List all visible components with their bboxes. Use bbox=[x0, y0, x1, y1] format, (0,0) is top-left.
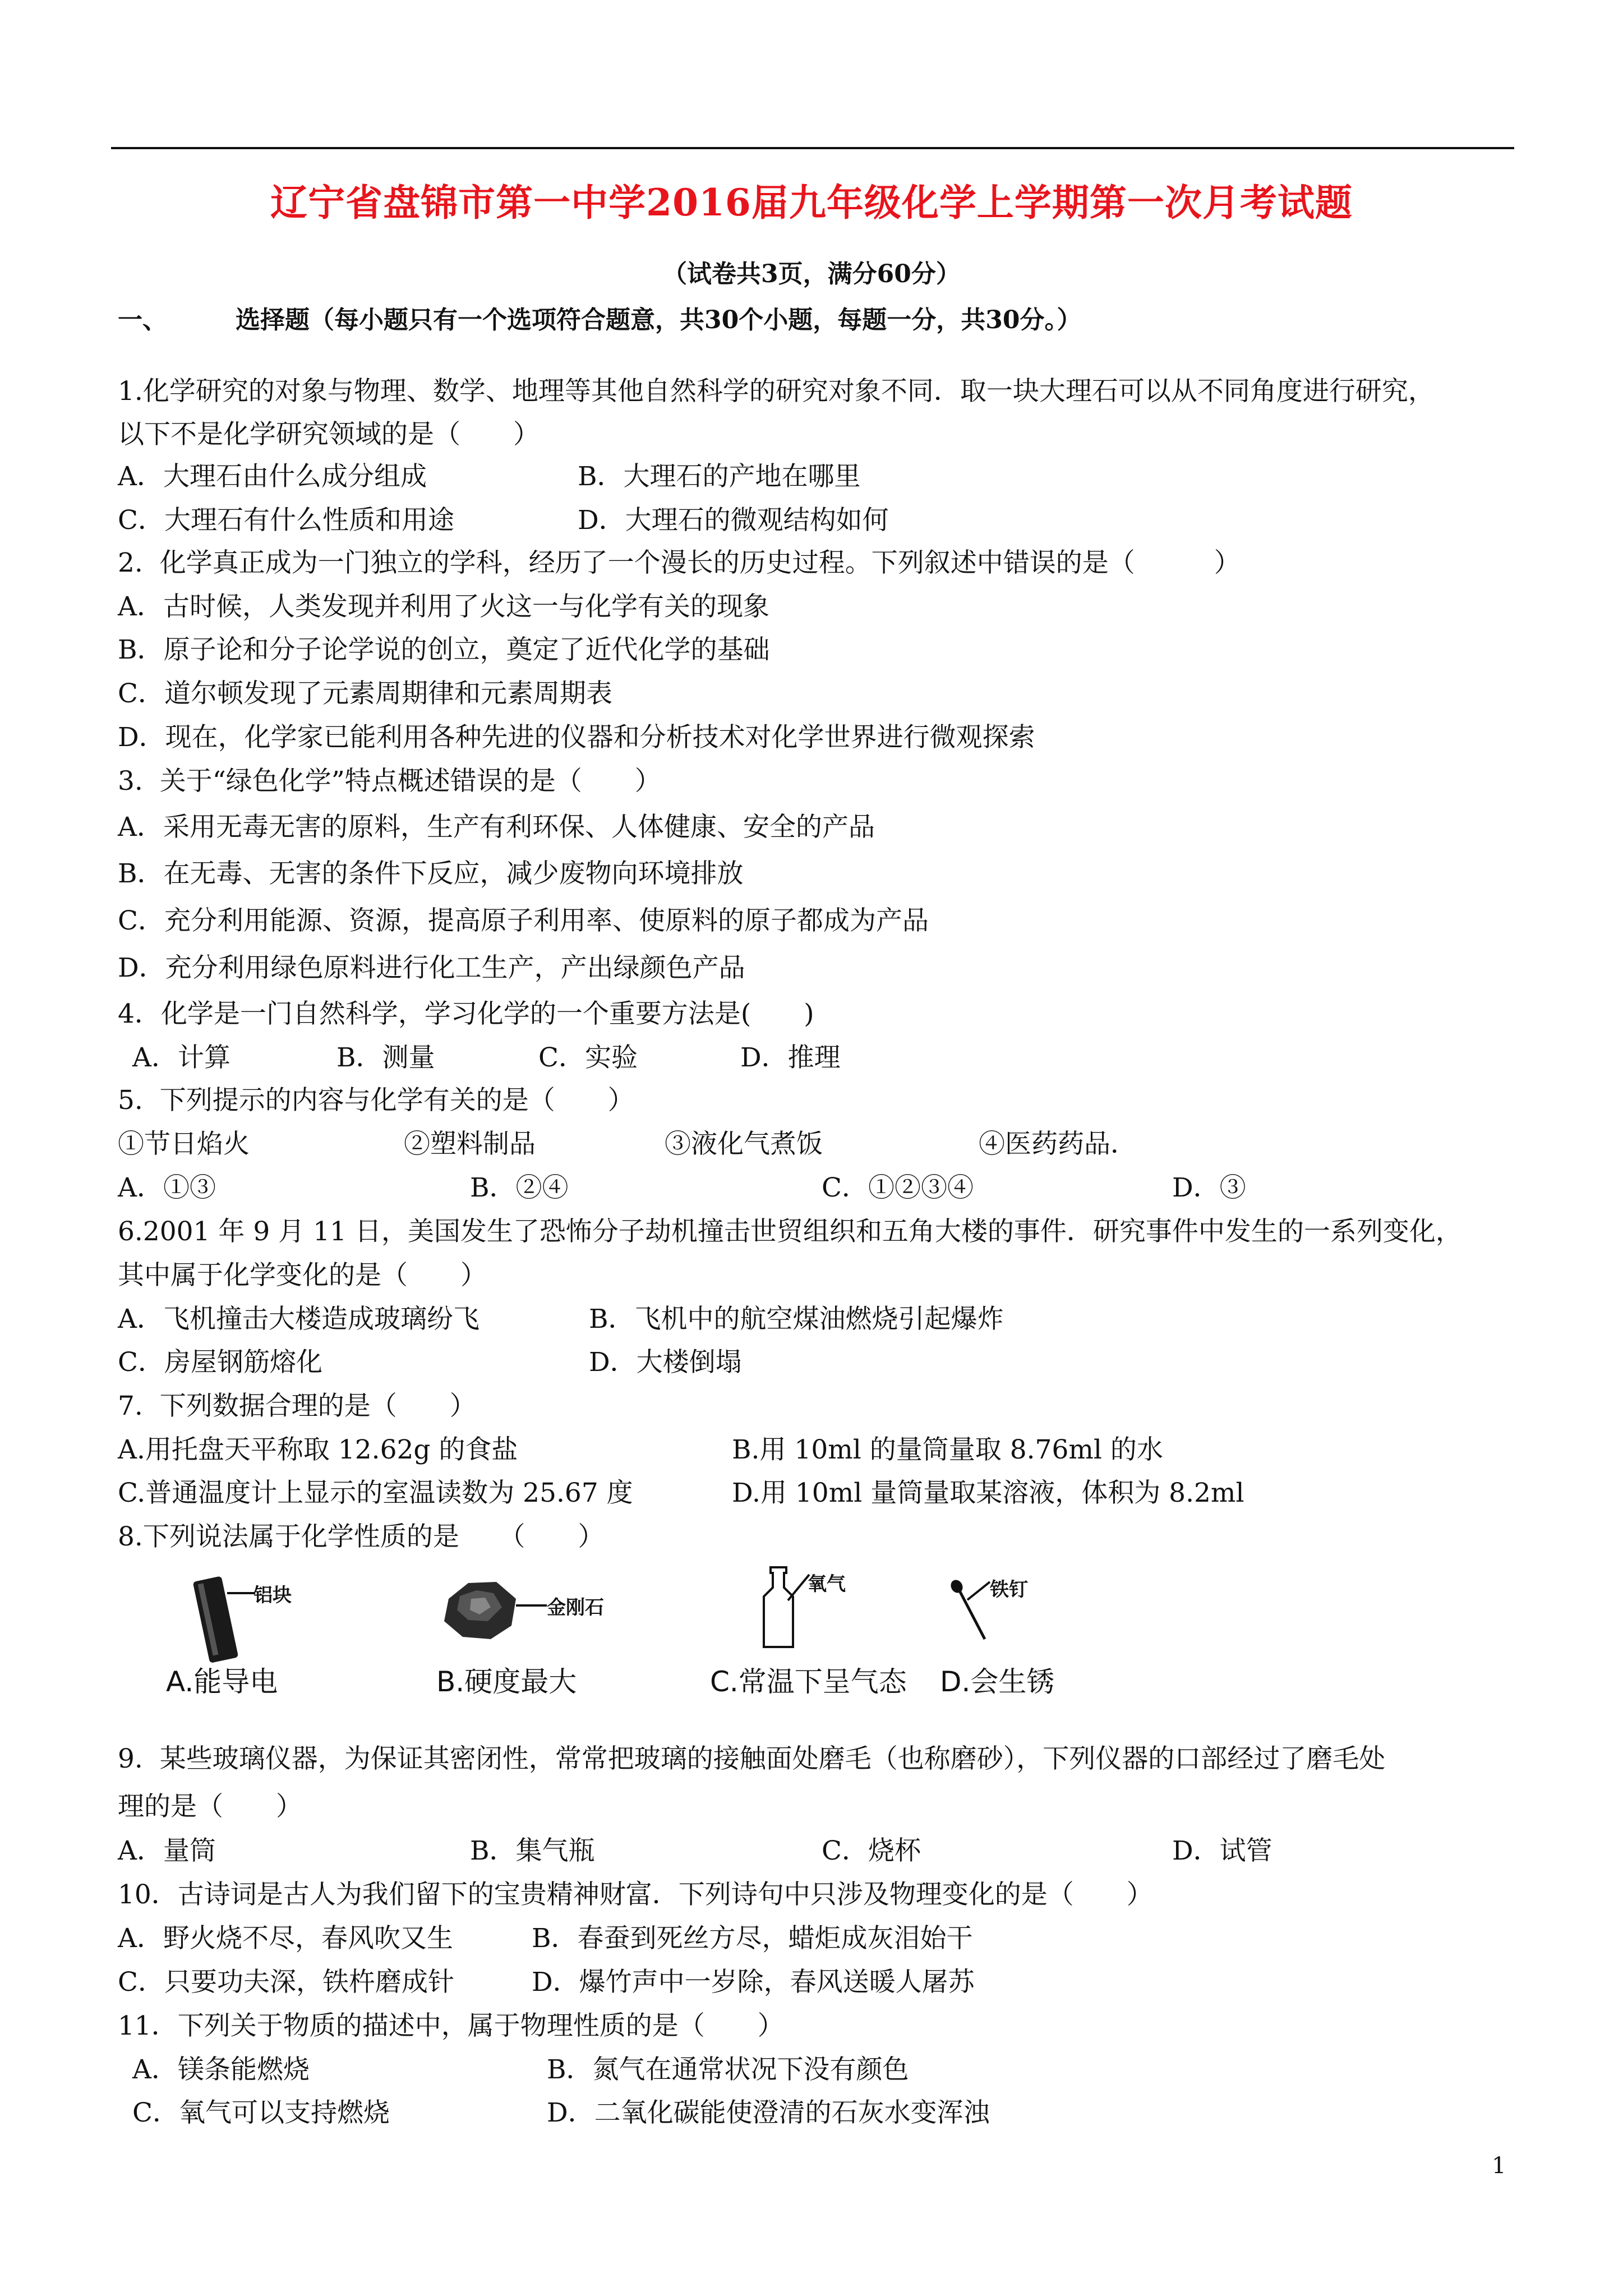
q6-stem-line2: 其中属于化学变化的是（ ） bbox=[118, 1260, 487, 1291]
section-heading bbox=[118, 300, 1081, 335]
q7-stem: 7. 下列数据合理的是（ ） bbox=[118, 1391, 476, 1421]
q10-option-d: D．爆竹声中一岁除，春风送暖人屠苏 bbox=[532, 1967, 975, 1998]
q7-option-b: B.用 10ml 的量筒量取 8.76ml 的水 bbox=[732, 1434, 1163, 1465]
q4-option-d: D．推理 bbox=[740, 1042, 841, 1073]
q7-option-d: D.用 10ml 量筒量取某溶液，体积为 8.2ml bbox=[732, 1478, 1244, 1508]
q5-stem: 5. 下列提示的内容与化学有关的是（ ） bbox=[118, 1085, 634, 1116]
q5-item-3: ③液化气煮饭 bbox=[665, 1129, 823, 1159]
page-title: 辽宁省盘锦市第一中学2016届九年级化学上学期第一次月考试题 bbox=[270, 181, 1353, 224]
page-subtitle: （试卷共3页，满分60分） bbox=[662, 260, 961, 288]
q5-option-c: C．①②③④ bbox=[822, 1172, 974, 1203]
q3-option-a: A．采用无毒无害的原料，生产有利环保、人体健康、安全的产品 bbox=[118, 812, 875, 843]
q10-stem: 10．古诗词是古人为我们留下的宝贵精神财富．下列诗句中只涉及物理变化的是（ ） bbox=[118, 1879, 1153, 1910]
diamond-pointer-line bbox=[516, 1604, 547, 1607]
q4-option-c: C．实验 bbox=[538, 1042, 638, 1073]
q8-option-c: C.常温下呈气态 bbox=[710, 1665, 907, 1698]
q11-option-c: C．氧气可以支持燃烧 bbox=[132, 2097, 390, 2128]
q10-option-b: B．春蚕到死丝方尽，蜡炬成灰泪始干 bbox=[532, 1923, 973, 1954]
nail-pointer-line bbox=[967, 1581, 991, 1601]
q5-option-a: A．①③ bbox=[118, 1172, 216, 1203]
q2-option-d: D．现在，化学家已能利用各种先进的仪器和分析技术对化学世界进行微观探索 bbox=[118, 722, 1035, 753]
q1-stem-line2: 以下不是化学研究领域的是（ ） bbox=[118, 419, 540, 450]
q7-option-a: A.用托盘天平称取 12.62g 的食盐 bbox=[118, 1434, 518, 1465]
q1-option-d: D．大理石的微观结构如何 bbox=[578, 505, 889, 536]
q8-option-d: D.会生锈 bbox=[940, 1665, 1055, 1698]
q10-option-c: C．只要功夫深，铁杵磨成针 bbox=[118, 1967, 454, 1998]
aluminum-block-image bbox=[185, 1573, 247, 1663]
q4-option-b: B．测量 bbox=[336, 1042, 435, 1073]
q3-option-d: D．充分利用绿色原料进行化工生产，产出绿颜色产品 bbox=[118, 953, 745, 983]
q3-stem: 3. 关于“绿色化学”特点概述错误的是（ ） bbox=[118, 766, 661, 797]
oxygen-pointer-line bbox=[788, 1573, 810, 1602]
q8-option-b: B.硬度最大 bbox=[436, 1665, 577, 1698]
q8-stem: 8.下列说法属于化学性质的是 （ ） bbox=[118, 1521, 605, 1552]
section-text: 选择题（每小题只有一个选项符合题意，共30个小题，每题一分，共30分。） bbox=[236, 306, 1082, 334]
q9-stem-line1: 9. 某些玻璃仪器，为保证其密闭性，常常把玻璃的接触面处磨毛（也称磨砂），下列仪器的口部经过了磨毛处 bbox=[118, 1743, 1386, 1774]
q2-option-a: A．古时候，人类发现并利用了火这一与化学有关的现象 bbox=[118, 591, 769, 622]
q10-option-a: A．野火烧不尽，春风吹又生 bbox=[118, 1923, 453, 1954]
q4-option-a: A．计算 bbox=[132, 1042, 230, 1073]
diamond-rock-image bbox=[437, 1576, 522, 1644]
q9-option-a: A．量筒 bbox=[118, 1835, 216, 1866]
q1-option-b: B．大理石的产地在哪里 bbox=[578, 461, 861, 492]
q5-item-1: ①节日焰火 bbox=[118, 1129, 250, 1159]
q4-stem: 4．化学是一门自然科学，学习化学的一个重要方法是( ) bbox=[118, 999, 814, 1029]
q6-option-b: B．飞机中的航空煤油燃烧引起爆炸 bbox=[589, 1304, 1004, 1335]
q5-option-b: B．②④ bbox=[470, 1172, 569, 1203]
q9-stem-line2: 理的是（ ） bbox=[118, 1791, 302, 1822]
aluminum-pointer-line bbox=[227, 1592, 255, 1594]
q1-stem-line1: 1.化学研究的对象与物理、数学、地理等其他自然科学的研究对象不同．取一块大理石可以从不同角度进行研究， bbox=[118, 376, 1435, 407]
q9-option-c: C．烧杯 bbox=[822, 1835, 921, 1866]
label-iron-nail: 铁钉 bbox=[990, 1579, 1028, 1601]
q9-option-d: D．试管 bbox=[1172, 1835, 1272, 1866]
q6-stem-line1: 6.2001 年 9 月 11 日，美国发生了恐怖分子劫机撞击世贸组织和五角大楼的事件．研究事件中发生的一系列变化， bbox=[118, 1216, 1462, 1247]
label-aluminum: 铝块 bbox=[253, 1584, 292, 1607]
q8-option-a: A.能导电 bbox=[166, 1665, 278, 1698]
q3-option-c: C．充分利用能源、资源，提高原子利用率、使原料的原子都成为产品 bbox=[118, 905, 929, 936]
q9-option-b: B．集气瓶 bbox=[470, 1835, 595, 1866]
q5-option-d: D．③ bbox=[1172, 1172, 1246, 1203]
q5-item-2: ②塑料制品 bbox=[404, 1129, 536, 1159]
section-number: 一、 bbox=[118, 306, 167, 334]
q11-option-d: D．二氧化碳能使澄清的石灰水变浑浊 bbox=[547, 2097, 990, 2128]
label-diamond: 金刚石 bbox=[547, 1596, 604, 1619]
header-rule bbox=[111, 147, 1514, 149]
q2-option-b: B．原子论和分子论学说的创立，奠定了近代化学的基础 bbox=[118, 634, 770, 665]
q6-option-a: A．飞机撞击大楼造成玻璃纷飞 bbox=[118, 1304, 479, 1335]
q11-option-b: B．氮气在通常状况下没有颜色 bbox=[547, 2054, 909, 2085]
q2-stem: 2. 化学真正成为一门独立的学科，经历了一个漫长的历史过程。下列叙述中错误的是（ ） bbox=[118, 547, 1241, 578]
q6-option-c: C．房屋钢筋熔化 bbox=[118, 1347, 322, 1378]
q5-item-4: ④医药药品． bbox=[979, 1129, 1137, 1159]
label-oxygen: 氧气 bbox=[808, 1573, 846, 1595]
q11-option-a: A．镁条能燃烧 bbox=[132, 2054, 310, 2085]
q11-stem: 11．下列关于物质的描述中，属于物理性质的是（ ） bbox=[118, 2010, 784, 2041]
q1-option-a: A．大理石由什么成分组成 bbox=[118, 461, 427, 492]
q7-option-c: C.普通温度计上显示的室温读数为 25.67 度 bbox=[118, 1478, 633, 1508]
q6-option-d: D．大楼倒塌 bbox=[589, 1347, 742, 1378]
q2-option-c: C．道尔顿发现了元素周期律和元素周期表 bbox=[118, 678, 612, 709]
q3-option-b: B．在无毒、无害的条件下反应，减少废物向环境排放 bbox=[118, 858, 744, 889]
q1-option-c: C．大理石有什么性质和用途 bbox=[118, 505, 454, 536]
page-number: 1 bbox=[1492, 2153, 1506, 2179]
